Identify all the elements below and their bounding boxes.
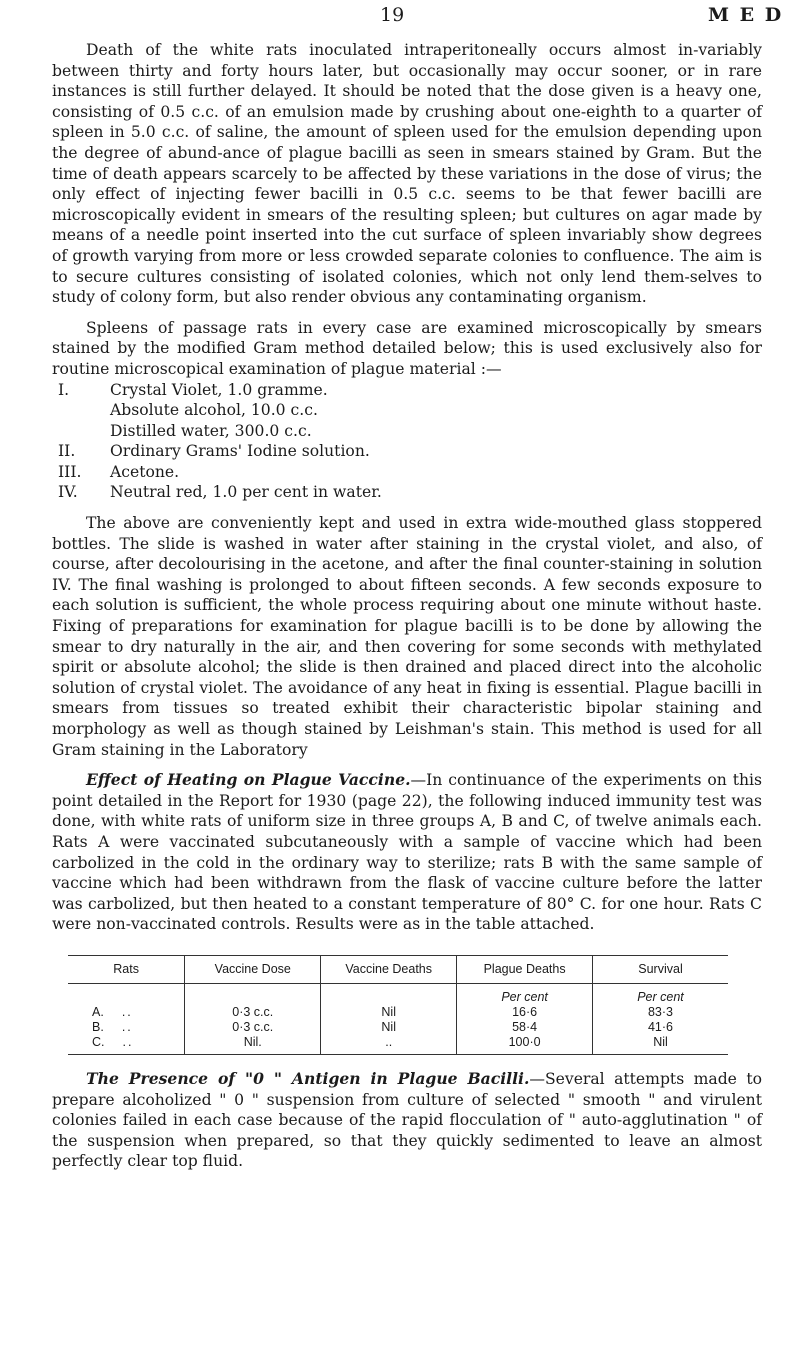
paragraph-o-antigen	[52, 1069, 762, 1172]
list-item-text: Distilled water, 300.0 c.c.	[110, 421, 312, 440]
paragraph-spleen-smears: Spleens of passage rats in every case are examined microscopically by smears stained by the modified Gram method detailed below; this is used exclusively also for routine microscopical examination of plague material :—	[52, 318, 762, 378]
table-units-row	[68, 983, 728, 1005]
results-table	[68, 955, 728, 1055]
cell-survival: 41·6	[593, 1020, 729, 1035]
header-survival: Survival	[593, 955, 729, 983]
list-item-text: Acetone.	[110, 462, 180, 481]
stain-list-item	[52, 421, 762, 442]
header-vaccine-dose: Vaccine Dose	[185, 955, 321, 983]
list-item-text: Ordinary Grams' Iodine solution.	[110, 442, 370, 461]
cell-plague-deaths: 100·0	[457, 1035, 593, 1055]
units-survival: Per cent	[593, 983, 729, 1005]
paragraph-heating-vaccine	[52, 770, 762, 935]
document-body	[52, 40, 762, 1172]
cell-dose: 0·3 c.c.	[185, 1005, 321, 1020]
table-row: B. .. 0·3 c.c. Nil 58·4 41·6	[68, 1020, 728, 1035]
stain-list-item	[52, 400, 762, 421]
list-numeral: II.	[58, 442, 76, 461]
cell-rat: A.	[92, 1004, 104, 1019]
list-numeral: I.	[58, 380, 70, 399]
section-heading-o-antigen: The Presence of "0 " Antigen in Plague Bacilli.	[86, 1068, 530, 1088]
list-item-text: Crystal Violet, 1.0 gramme.	[110, 380, 328, 399]
cell-survival: 83·3	[593, 1005, 729, 1020]
cell-survival: Nil	[593, 1035, 729, 1055]
paragraph-rat-inoculation: Death of the white rats inoculated intraperitoneally occurs almost in-variably between thirty and forty hours later, but occasionally may occur sooner, or in rare instances is still further delayed. It should be noted that the dose given is a heavy one, consisting of 0.5 c.c. of an emulsion made by crushing about one-eighth to a quarter of spleen in 5.0 c.c. of saline, the amount of spleen used for the emulsion depending upon the degree of abund-ance of plague bacilli as seen in smears stained by Gram. But the time of death appears scarcely to be affected by these variations in the dose of virus; the only effect of injecting fewer bacilli in 0.5 c.c. seems to be that fewer bacilli are microscopically evident in smears of the resulting spleen; but cultures on agar made by means of a needle point inserted into the cut surface of spleen invariably show degrees of growth varying from more or less crowded separate colonies to confluence. The aim is to secure cultures consisting of isolated colonies, which not only lend them-selves to study of colony form, but also render obvious any contaminating organism.	[52, 41, 762, 307]
header-mark: M E D	[708, 4, 784, 26]
list-item-text: Neutral red, 1.0 per cent in water.	[110, 483, 382, 502]
header-plague-deaths: Plague Deaths	[457, 955, 593, 983]
paragraph-staining-procedure: The above are conveniently kept and used in extra wide-mouthed glass stoppered bottles. The slide is washed in water after staining in the crystal violet, and also, of course, after decolourising in the acetone, and after the final counter-staining in solution IV. The final washing is prolonged to about fifteen seconds. A few seconds exposure to each solution is sufficient, the whole process requiring about one minute without haste. Fixing of preparations for examination for plague bacilli is to be done by allowing the smear to dry naturally in the air, and then covering for some seconds with methylated spirit or absolute alcohol; the slide is then drained and placed direct into the alcoholic solution of crystal violet. The avoidance of any heat in fixing is essential. Plague bacilli in smears from tissues so treated exhibit their characteristic bipolar staining and morphology as well as though stained by Leishman's stain. This method is used for all Gram staining in the Laboratory	[52, 514, 762, 759]
stain-solution-list	[52, 380, 762, 504]
paragraph-o-antigen-text: —Several attempts made to prepare alcoholized " 0 " suspension from culture of selected " smooth " and virulent colonies failed in each case because of the rapid flocculation of " auto-agglutination " of the suspension when prepared, so that they quickly sedimented to leave an almost perfectly clear top fluid.	[52, 1069, 762, 1171]
cell-vaccine-deaths: Nil	[321, 1020, 457, 1035]
units-plague-deaths: Per cent	[457, 983, 593, 1005]
table-header-row	[68, 955, 728, 983]
cell-vaccine-deaths: ..	[321, 1035, 457, 1055]
paragraph-heating-text: —In continuance of the experiments on this point detailed in the Report for 1930 (page 22), the following induced immunity test was done, with white rats of uniform size in three groups A, B and C, of twelve animals each. Rats A were vaccinated subcutaneously with a sample of vaccine which had been carbolized in the cold in the ordinary way to sterilize; rats B with the same sample of vaccine which had been withdrawn from the flask of vaccine culture before the latter was carbolized, but then heated to a constant temperature of 80° C. for one hour. Rats C were non-vaccinated controls. Results were as in the table attached.	[52, 771, 762, 934]
stain-list-item	[52, 462, 762, 483]
table-row: A. .. 0·3 c.c. Nil 16·6 83·3	[68, 1005, 728, 1020]
stain-list-item	[52, 482, 762, 503]
cell-dose: 0·3 c.c.	[185, 1020, 321, 1035]
cell-plague-deaths: 58·4	[457, 1020, 593, 1035]
header-vaccine-deaths: Vaccine Deaths	[321, 955, 457, 983]
cell-plague-deaths: 16·6	[457, 1005, 593, 1020]
page-number: 19	[380, 4, 405, 26]
stain-list-item	[52, 441, 762, 462]
cell-rat: C.	[92, 1034, 105, 1049]
cell-vaccine-deaths: Nil	[321, 1005, 457, 1020]
cell-dose: Nil.	[185, 1035, 321, 1055]
list-item-text: Absolute alcohol, 10.0 c.c.	[110, 401, 318, 420]
cell-rat: B.	[92, 1019, 104, 1034]
list-numeral: IV.	[58, 483, 78, 502]
table-row: C. .. Nil. .. 100·0 Nil	[68, 1035, 728, 1055]
header-rats: Rats	[68, 955, 185, 983]
section-heading-heating: Effect of Heating on Plague Vaccine.	[86, 770, 411, 790]
stain-list-item	[52, 380, 762, 401]
list-numeral: III.	[58, 462, 82, 481]
